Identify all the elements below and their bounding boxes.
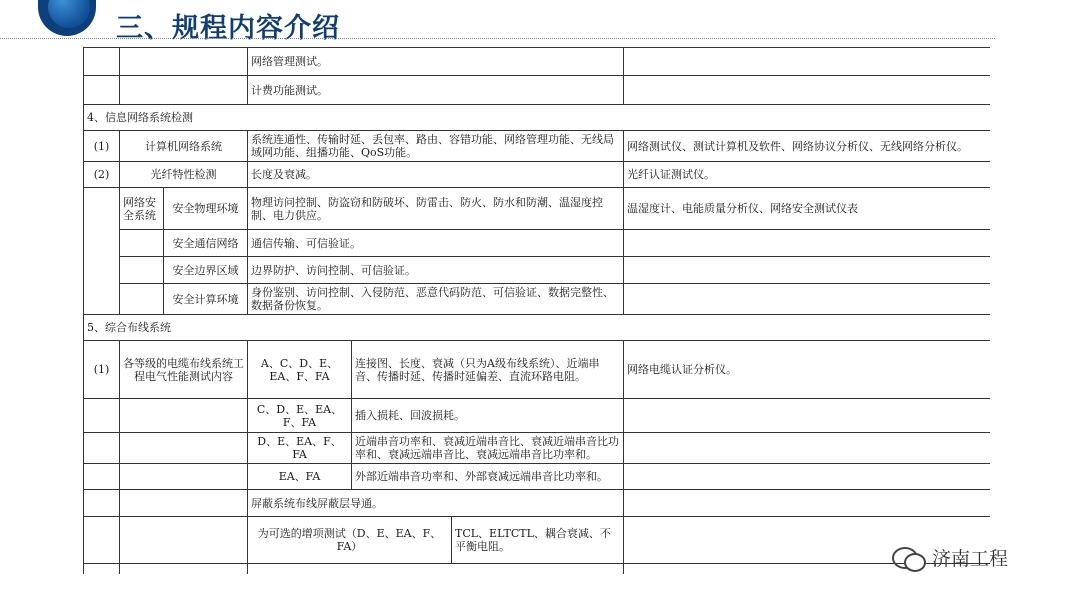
section-heading: 5、综合布线系统 — [84, 315, 991, 341]
item-name: 计算机网络系统 — [120, 131, 248, 162]
content-cell: 屏蔽系统布线屏蔽层导通。 — [248, 490, 624, 517]
watermark-text: 济南工程 — [932, 548, 1009, 570]
document-table-scan — [83, 47, 990, 574]
content-cell: 连接图、长度、衰减（只为A级布线系统）、近端串音、传播时延、传播时延偏差、直流环路电阻。 — [352, 341, 624, 399]
table-row-cut — [84, 564, 991, 575]
table-row — [84, 464, 991, 490]
item-number: (2) — [84, 162, 120, 188]
table-row — [84, 162, 991, 188]
section-row — [84, 105, 991, 131]
item-name: 各等级的电缆布线系统工程电气性能测试内容 — [120, 341, 248, 399]
content-cell: 身份鉴别、访问控制、入侵防范、恶意代码防范、可信验证、数据完整性、数据备份恢复。 — [248, 284, 624, 315]
content-cell: 物理访问控制、防盗窃和防破坏、防雷击、防火、防水和防潮、温湿度控制、电力供应。 — [248, 188, 624, 230]
content-cell: 边界防护、访问控制、可信验证。 — [248, 257, 624, 284]
title-divider — [0, 38, 995, 39]
equipment-cell: 网络测试仪、测试计算机及软件、网络协议分析仪、无线网络分析仪。 — [624, 131, 991, 162]
table-row — [84, 433, 991, 464]
content-cell: 插入损耗、回波损耗。 — [352, 399, 624, 433]
content-cell: TCL、ELTCTL、耦合衰减、不平衡电阻。 — [452, 517, 624, 564]
optional-test-cell: 为可选的增项测试（D、E、EA、F、FA） — [248, 517, 452, 564]
item-number: (1) — [84, 131, 120, 162]
item-number: (1) — [84, 341, 120, 399]
group-name: 网络安全系统 — [120, 188, 164, 230]
content-cell: 系统连通性、传输时延、丢包率、路由、容错功能、网络管理功能、无线局域网功能、组播功能、QoS功能。 — [248, 131, 624, 162]
watermark — [892, 544, 1008, 571]
class-cell: D、E、EA、F、FA — [248, 433, 352, 464]
table-row — [84, 399, 991, 433]
content-cell: 网络管理测试。 — [248, 48, 624, 76]
table-row — [84, 490, 991, 517]
content-cell: 近端串音功率和、衰减近端串音比、衰减近端串音比功率和、衰减远端串音比、衰减远端串音比功率和。 — [352, 433, 624, 464]
table-row — [84, 257, 991, 284]
content-cell: 长度及衰减。 — [248, 162, 624, 188]
content-cell: 计费功能测试。 — [248, 76, 624, 105]
equipment-cell: 网络电缆认证分析仪。 — [624, 341, 991, 399]
section-row — [84, 315, 991, 341]
content-cell: 通信传输、可信验证。 — [248, 230, 624, 257]
class-cell: A、C、D、E、EA、F、FA — [248, 341, 352, 399]
class-cell: EA、FA — [248, 464, 352, 490]
wechat-icon — [892, 545, 926, 571]
equipment-cell: 温湿度计、电能质量分析仪、网络安全测试仪表 — [624, 188, 991, 230]
table-row — [84, 188, 991, 230]
equipment-cell: 光纤认证测试仪。 — [624, 162, 991, 188]
item-name: 光纤特性检测 — [120, 162, 248, 188]
sub-item-name: 安全边界区域 — [164, 257, 248, 284]
spec-table — [83, 47, 990, 574]
sub-item-name: 安全计算环境 — [164, 284, 248, 315]
table-row — [84, 517, 991, 564]
class-cell: C、D、E、EA、F、FA — [248, 399, 352, 433]
table-row — [84, 230, 991, 257]
table-row — [84, 284, 991, 315]
section-heading: 4、信息网络系统检测 — [84, 105, 991, 131]
table-row — [84, 48, 991, 76]
page-title: 三、规程内容介绍 — [116, 13, 340, 44]
logo — [38, 0, 98, 36]
table-row — [84, 76, 991, 105]
content-cell: 外部近端串音功率和、外部衰减远端串音比功率和。 — [352, 464, 624, 490]
sub-item-name: 安全物理环境 — [164, 188, 248, 230]
sub-item-name: 安全通信网络 — [164, 230, 248, 257]
table-row — [84, 341, 991, 399]
table-row — [84, 131, 991, 162]
